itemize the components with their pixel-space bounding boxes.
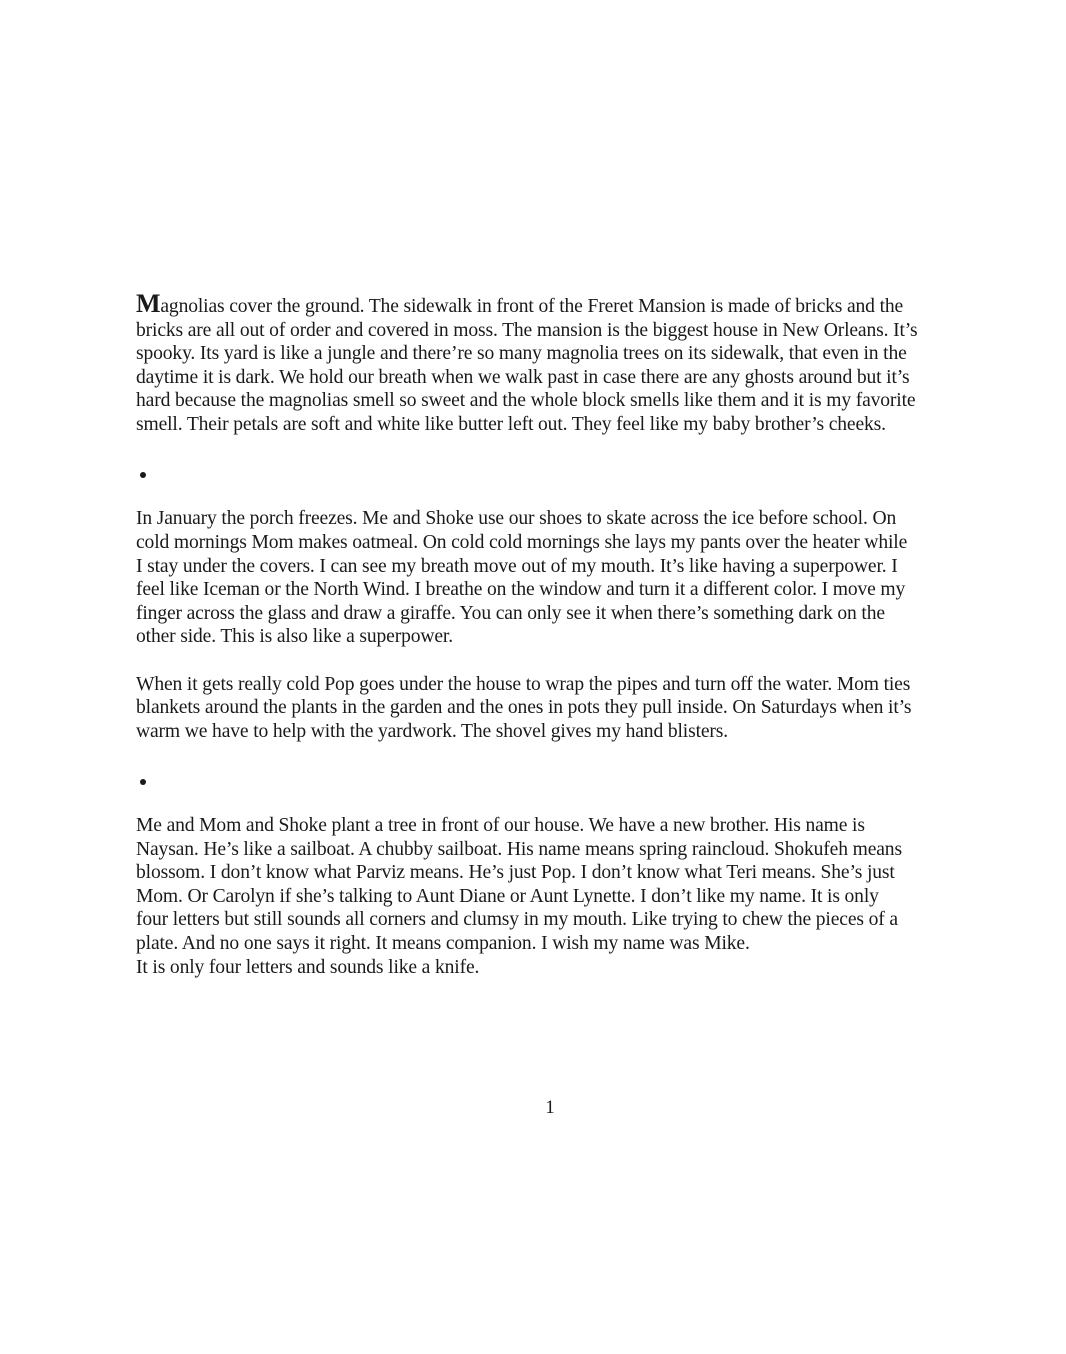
text-line: I stay under the covers. I can see my breath move out of my mouth. It’s like having a superpower. I xyxy=(136,555,898,577)
bullet-icon xyxy=(140,472,146,478)
text-line: other side. This is also like a superpower. xyxy=(136,626,453,648)
text-line: plate. And no one says it right. It means companion. I wish my name was Mike. xyxy=(136,933,750,955)
document-body xyxy=(136,289,976,979)
text-line: finger across the glass and draw a giraffe. You can only see it when there’s something dark on the xyxy=(136,602,885,624)
text-line: In January the porch freezes. Me and Shoke use our shoes to skate across the ice before school. On xyxy=(136,508,897,530)
section-separator xyxy=(136,460,976,484)
spacer xyxy=(136,437,976,461)
spacer xyxy=(136,649,976,673)
text-line: When it gets really cold Pop goes under the house to wrap the pipes and turn off the water. Mom ties xyxy=(136,673,911,695)
bullet-icon xyxy=(140,779,146,785)
text-line: daytime it is dark. We hold our breath when we walk past in case there are any ghosts around but it’s xyxy=(136,366,910,388)
text-line: hard because the magnolias smell so sweet and the whole block smells like them and it is my favorite xyxy=(136,390,916,412)
paragraph-january xyxy=(136,507,976,649)
spacer xyxy=(136,790,976,814)
text-line: cold mornings Mom makes oatmeal. On cold cold mornings she lays my pants over the heater while xyxy=(136,531,908,553)
text-line: feel like Iceman or the North Wind. I breathe on the window and turn it a different color. I move my xyxy=(136,579,906,601)
text-line: Naysan. He’s like a sailboat. A chubby sailboat. His name means spring raincloud. Shokufeh means xyxy=(136,838,902,860)
spacer xyxy=(136,743,976,767)
spacer xyxy=(136,484,976,508)
text-line: bricks are all out of order and covered in moss. The mansion is the biggest house in New Orleans. It’s xyxy=(136,319,918,341)
text-line: Magnolias cover the ground. The sidewalk in front of the Freret Mansion is made of bricks and the xyxy=(136,289,904,318)
paragraph-magnolias xyxy=(136,289,976,437)
page-number: 1 xyxy=(545,1097,555,1118)
text-line: smell. Their petals are soft and white like butter left out. They feel like my baby brother’s cheeks. xyxy=(136,413,886,435)
text-line: four letters but still sounds all corners and clumsy in my mouth. Like trying to chew the pieces of a xyxy=(136,909,898,931)
paragraph-cold xyxy=(136,673,976,744)
text-line: Mom. Or Carolyn if she’s talking to Aunt Diane or Aunt Lynette. I don’t like my name. It is only xyxy=(136,885,879,907)
text-line: blankets around the plants in the garden and the ones in pots they pull inside. On Saturdays when it’s xyxy=(136,697,912,719)
text-line: warm we have to help with the yardwork. The shovel gives my hand blisters. xyxy=(136,720,729,742)
paragraph-name xyxy=(136,814,976,979)
text-line: blossom. I don’t know what Parviz means. He’s just Pop. I don’t know what Teri means. She’s just xyxy=(136,862,895,884)
text-line: Me and Mom and Shoke plant a tree in front of our house. We have a new brother. His name is xyxy=(136,815,865,837)
text-line: spooky. Its yard is like a jungle and there’re so many magnolia trees on its sidewalk, that even in the xyxy=(136,343,907,365)
section-separator xyxy=(136,767,976,791)
text-line: It is only four letters and sounds like a knife. xyxy=(136,956,480,978)
drop-cap: M xyxy=(136,289,161,318)
